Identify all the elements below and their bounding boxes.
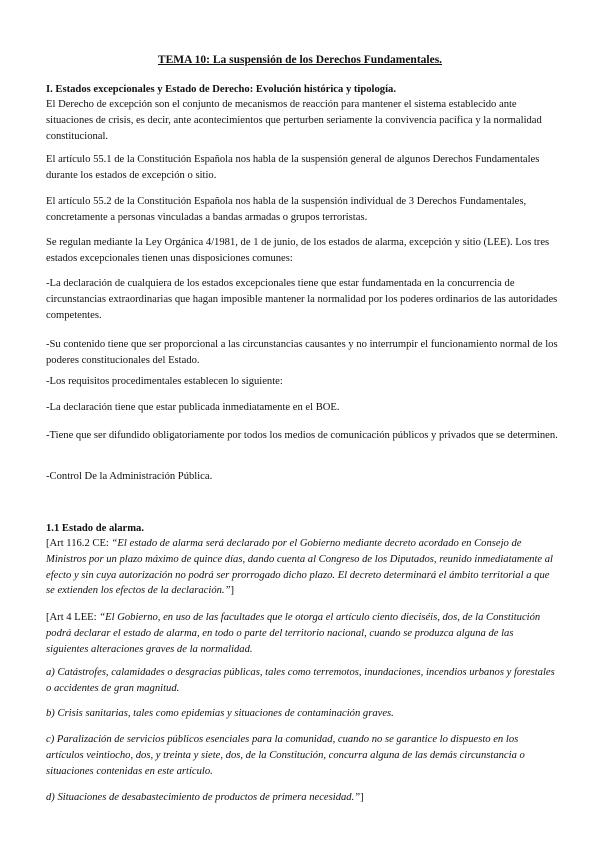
paragraph: Se regulan mediante la Ley Orgánica 4/1981, de 1 de junio, de los estados de alarma, excepción y sitio (LEE). Los tres estados excepcionales tienen unas disposiciones comunes: [46, 237, 550, 264]
list-item: a) Catástrofes, calamidades o desgracias públicas, tales como terremotos, inundaciones, incendios urbanos y forestales o accidentes de gran magnitud. [46, 667, 555, 694]
list-item-last [46, 790, 558, 806]
paragraph: -Su contenido tiene que ser proporcional a las circunstancias causantes y no interrumpir el funcionamiento normal de los poderes constitucionales del Estado. [46, 339, 558, 366]
quote-ref: [Art 116.2 CE: [46, 538, 112, 549]
document-title: TEMA 10: La suspensión de los Derechos Fundamentales. [157, 54, 443, 66]
paragraph: -La declaración tiene que estar publicada inmediatamente en el BOE. [46, 402, 340, 413]
list-item: b) Crisis sanitarias, tales como epidemias y situaciones de contaminación graves. [46, 708, 394, 719]
paragraph: -La declaración de cualquiera de los estados excepcionales tiene que estar fundamentada en la concurrencia de circunstancias extraordinarias que hagan imposible mantener la normalidad por los poderes ordinarios de las autoridades competentes. [46, 278, 558, 321]
quote-text: “El Gobierno, en uso de las facultades que le otorga el artículo ciento dieciséis, dos, de la Constitución podrá declarar el estado de alarma, en todo o parte del territorio nacional, cuando se produzca alguna de las siguientes alteraciones graves de la normalidad. [46, 612, 541, 655]
paragraph: -Control De la Administración Pública. [46, 471, 213, 482]
list-item: c) Paralización de servicios públicos esenciales para la comunidad, cuando no se garantice lo dispuesto en los artículos veintiocho, dos, y treinta y siete, dos, de la Constitución, concurra alguna de las demás circunstancia o situaciones contenidas en este artículo. [46, 734, 525, 777]
paragraph: El artículo 55.2 de la Constitución Española nos habla de la suspensión individual de 3 Derechos Fundamentales, concretamente a personas vinculadas a bandas armadas o grupos terroristas. [46, 196, 527, 223]
quote-ref: [Art 4 LEE: [46, 612, 100, 623]
list-item-text: d) Situaciones de desabastecimiento de productos de primera necesidad.” [46, 792, 361, 803]
quote-close: ] [230, 585, 234, 597]
paragraph: -Tiene que ser difundido obligatoriamente por todos los medios de comunicación públicos y privados que se determinen. [46, 430, 558, 441]
paragraph: El artículo 55.1 de la Constitución Española nos habla de la suspensión general de algunos Derechos Fundamentales durante los estados de excepción o sitio. [46, 154, 540, 181]
quote-art-4 [46, 610, 558, 657]
section-heading-2: 1.1 Estado de alarma. [46, 523, 144, 534]
section-heading-1: I. Estados excepcionales y Estado de Derecho: Evolución histórica y tipología. [46, 84, 396, 95]
quote-close: ] [360, 792, 364, 803]
paragraph: -Los requisitos procedimentales establecen lo siguiente: [46, 376, 283, 387]
quote-art-116 [46, 536, 558, 599]
paragraph: El Derecho de excepción son el conjunto de mecanismos de reacción para mantener el sistema establecido ante situaciones de crisis, es decir, ante acontecimientos que perturben seriamente la convivencia pacífica y la normalidad constitucional. [46, 99, 542, 142]
quote-text: “El estado de alarma será declarado por el Gobierno mediante decreto acordado en Consejo de Ministros por un plazo máximo de quince días, dando cuenta al Congreso de los Diputados, reunido inmediatamente al efecto y sin cuya autorización no podrá ser prorrogado dicho plazo. El decreto determinará el ámbito territorial a que se extienden los efectos de la declaración.” [46, 538, 553, 597]
